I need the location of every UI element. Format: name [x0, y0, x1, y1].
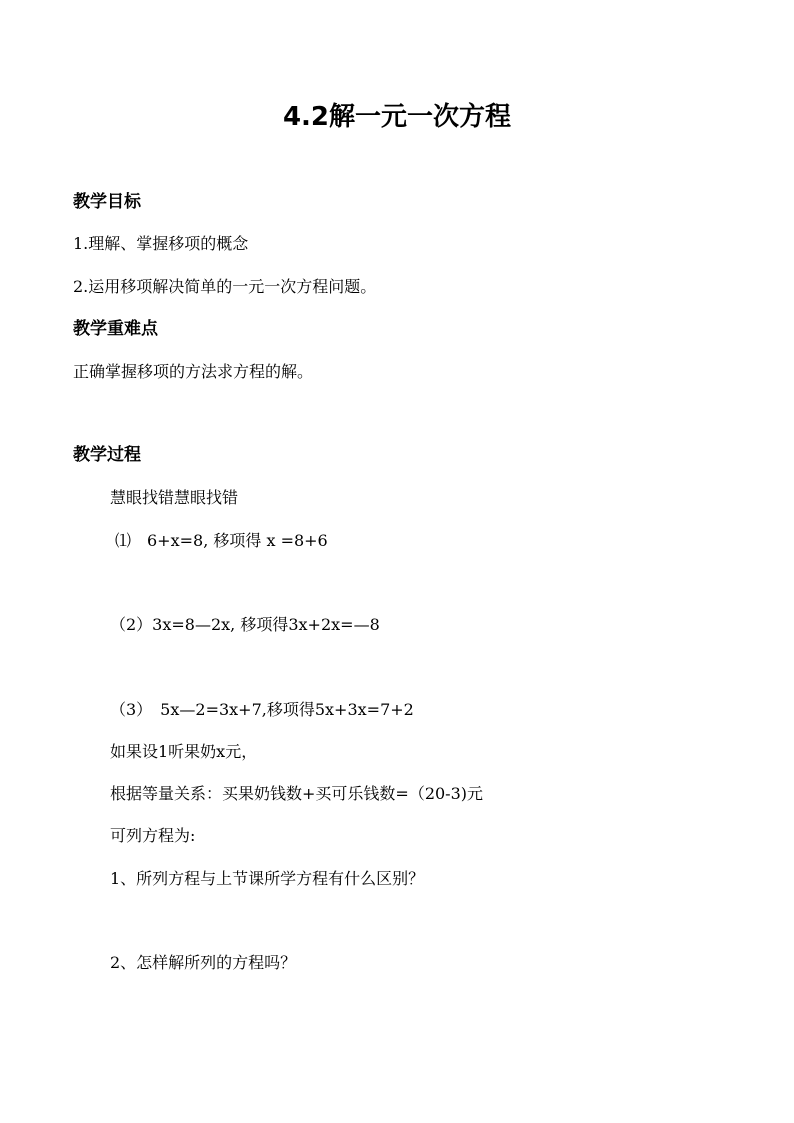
process-line-1: 如果设1听果奶x元，: [110, 742, 258, 761]
key-points-text: 正确掌握移项的方法求方程的解。: [73, 362, 314, 381]
question-1: 1、所列方程与上节课所学方程有什么区别？: [110, 869, 425, 888]
goal-item-2: 2.运用移项解决简单的一元一次方程问题。: [73, 277, 377, 296]
exercise-3: （3） 5x—2=3x+7,移项得5x+3x=7+2: [110, 700, 414, 719]
process-intro: 慧眼找错慧眼找错: [110, 488, 239, 507]
process-line-3: 可列方程为:: [110, 826, 196, 845]
goals-heading: 教学目标: [73, 192, 141, 212]
document-title: 4.2解一元一次方程: [282, 102, 512, 132]
goal-item-1: 1.理解、掌握移项的概念: [73, 234, 249, 253]
question-2: 2、怎样解所列的方程吗？: [110, 953, 297, 972]
exercise-1: ⑴ 6+x=8, 移项得 x =8+6: [115, 531, 328, 550]
process-line-2: 根据等量关系：买果奶钱数+买可乐钱数=（20-3)元: [110, 784, 484, 803]
exercise-2: （2）3x=8—2x, 移项得3x+2x=—8: [110, 615, 380, 634]
key-points-heading: 教学重难点: [73, 319, 158, 339]
process-heading: 教学过程: [73, 445, 141, 465]
